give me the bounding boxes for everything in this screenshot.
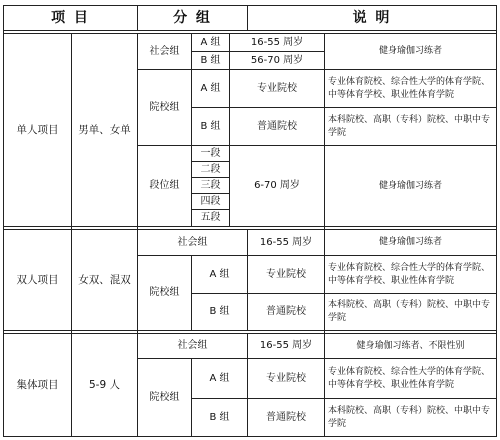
school-type: 专业院校 — [266, 372, 306, 384]
group-description: 本科院校、高职（专科）院校、中职中专学院 — [328, 405, 491, 429]
age-range: 6-70 周岁 — [254, 180, 300, 191]
header-desc: 说 明 — [352, 10, 392, 26]
group-social: 社会组 — [177, 340, 208, 351]
age-range: 16-55 周岁 — [259, 236, 313, 248]
level-item: 五段 — [200, 212, 221, 223]
group-school: 院校组 — [149, 391, 180, 403]
project-events: 5-9 人 — [89, 379, 120, 391]
group-description: 专业体育院校、综合性大学的体育学院、中等体育学校、职业性体育学院 — [328, 366, 491, 390]
subgroup-b: B 组 — [209, 306, 230, 317]
project-events: 女双、混双 — [78, 274, 131, 286]
header-item: 项 目 — [51, 10, 90, 26]
level-item: 一段 — [200, 147, 221, 159]
school-type: 普通院校 — [266, 306, 306, 317]
subgroup-b: B 组 — [200, 54, 221, 66]
group-social: 社会组 — [177, 236, 208, 248]
subgroup-a: A 组 — [200, 82, 221, 94]
age-range: 16-55 周岁 — [250, 36, 304, 48]
subgroup-b: B 组 — [200, 120, 221, 132]
age-range: 56-70 周岁 — [250, 54, 304, 66]
subgroup-b: B 组 — [209, 411, 230, 423]
level-item: 二段 — [200, 163, 221, 175]
project-name: 双人项目 — [16, 274, 59, 286]
group-description: 本科院校、高职（专科）院校、中职中专学院 — [328, 300, 491, 323]
group-description: 健身瑜伽习练者 — [378, 237, 442, 247]
school-type: 普通院校 — [266, 411, 306, 423]
age-range: 16-55 周岁 — [259, 340, 313, 351]
subgroup-a: A 组 — [209, 268, 230, 280]
group-description: 健身瑜伽习练者、不限性别 — [356, 340, 465, 351]
group-description: 本科院校、高职（专科）院校、中职中专学院 — [328, 114, 491, 138]
group-social: 社会组 — [149, 45, 180, 57]
project-name: 集体项目 — [16, 379, 59, 391]
project-name: 单人项目 — [16, 124, 59, 136]
level-item: 三段 — [200, 179, 221, 191]
subgroup-a: A 组 — [209, 372, 230, 384]
school-type: 普通院校 — [257, 120, 297, 132]
group-description: 专业体育院校、综合性大学的体育学院、中等体育学校、职业性体育学院 — [328, 76, 491, 100]
group-school: 院校组 — [149, 101, 180, 113]
group-description: 专业体育院校、综合性大学的体育学院、中等体育学校、职业性体育学院 — [328, 262, 491, 286]
school-type: 专业院校 — [266, 268, 306, 280]
group-level: 段位组 — [149, 180, 180, 191]
project-events: 男单、女单 — [78, 124, 131, 136]
group-description: 健身瑜伽习练者 — [378, 46, 442, 56]
school-type: 专业院校 — [257, 82, 297, 94]
group-description: 健身瑜伽习练者 — [378, 180, 442, 191]
header-group: 分 组 — [173, 10, 212, 26]
level-item: 四段 — [200, 195, 221, 207]
subgroup-a: A 组 — [200, 36, 221, 48]
group-school: 院校组 — [149, 287, 180, 298]
